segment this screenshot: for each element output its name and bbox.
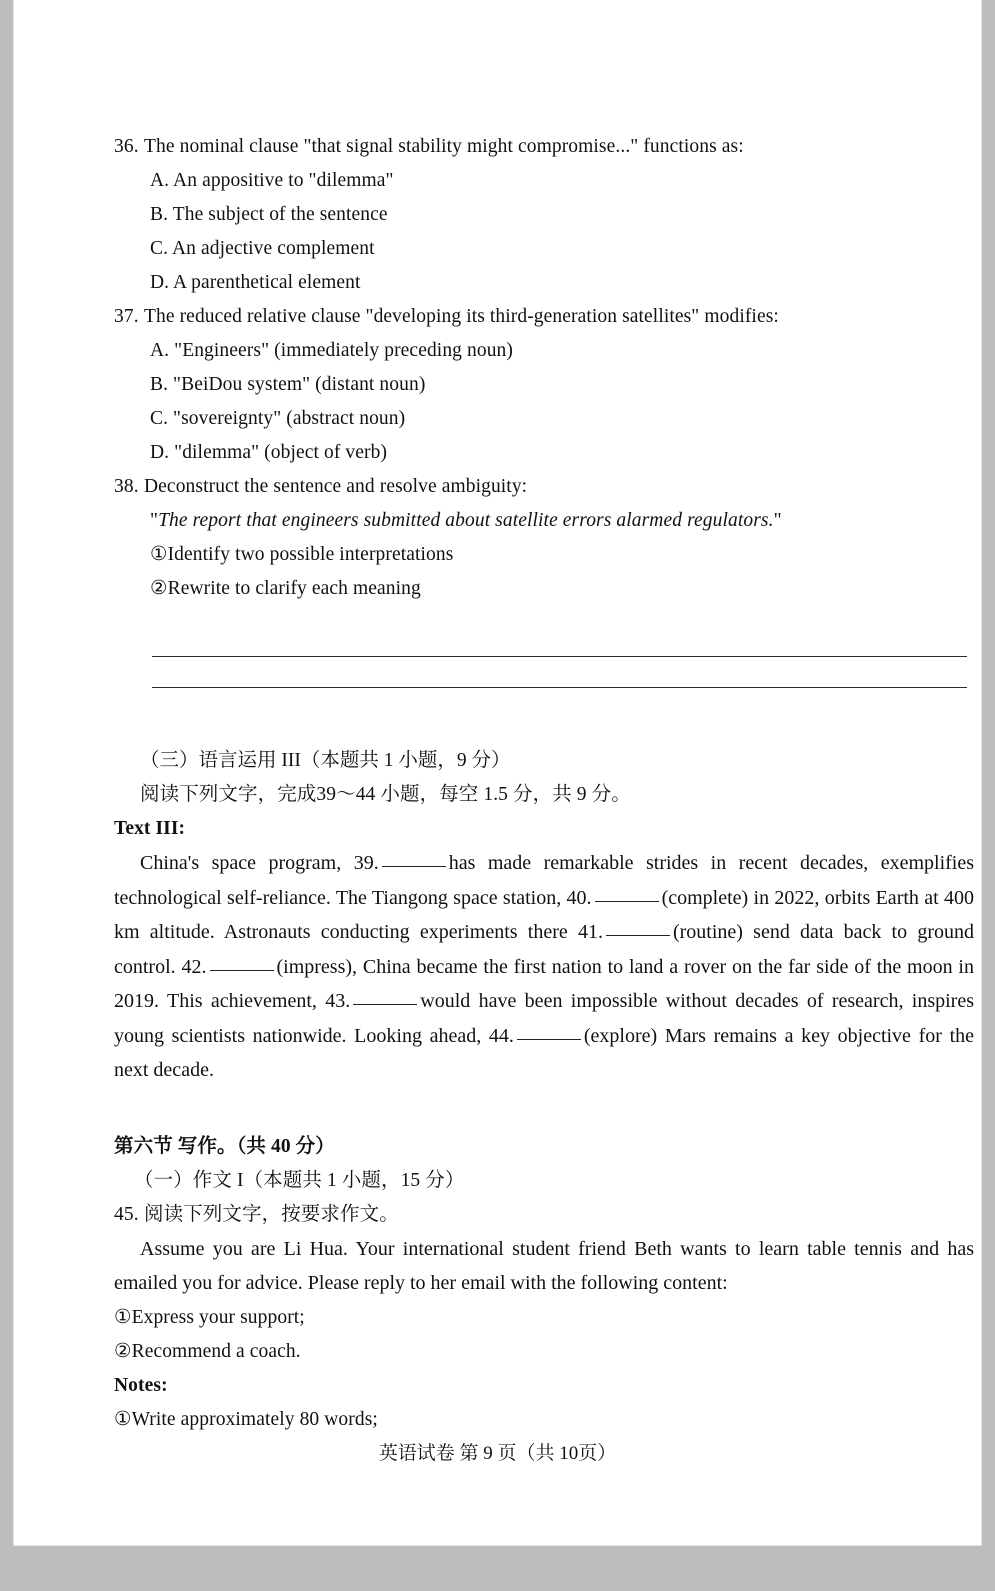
option-d[interactable]: D. "dilemma" (object of verb) [150,442,388,463]
passage-part-7: (explore) Mars remains a key objective for the next decade. [114,1024,974,1081]
answer-lines[interactable] [114,626,974,688]
answer-line[interactable] [152,626,967,657]
passage-part-5: (impress), China became the first nation to land a rover on the far side of the moon in 2019. This achievement, 43. [114,955,974,1012]
quote-close: " [773,510,782,531]
section-3-heading: （三）语言运用 III（本题共 1 小题，9 分） [140,750,511,771]
question-stem: The nominal clause "that signal stability might compromise..." functions as: [144,136,744,157]
option-a[interactable]: A. "Engineers" (immediately preceding noun) [150,340,513,361]
passage-part-2: has made remarkable strides in recent decades, exemplifies technological self-reliance. The Tiangong space station, 40. [114,852,975,909]
writing-prompt [114,1232,974,1301]
question-block [114,300,974,470]
option-d[interactable]: D. A parenthetical element [150,272,361,293]
writing-prompt-text: Assume you are Li Hua. Your international student friend Beth wants to learn table tennis and has emailed you for advice. Please reply to her email with the following content: [114,1237,974,1294]
question-45-row [114,1198,974,1232]
question-block [114,130,974,300]
answer-line[interactable] [152,657,967,688]
blank-40[interactable] [595,901,659,902]
blank-44[interactable] [517,1039,581,1040]
writing-requirement-2: ②Recommend a coach. [114,1340,301,1362]
page-footer: 英语试卷 第 9 页（共 10页） [378,1443,617,1464]
question-stem: The reduced relative clause "developing its third-generation satellites" modifies: [144,306,779,327]
passage-part-1: China's space program, 39. [140,852,379,874]
question-number: 45. [114,1203,139,1225]
question-stem: 阅读下列文字，按要求作文。 [144,1203,399,1225]
writing-requirement-1: ①Express your support; [114,1306,305,1328]
option-b[interactable]: B. The subject of the sentence [150,204,388,225]
blank-39[interactable] [382,866,446,867]
spacer [114,688,974,710]
spacer [114,1088,974,1130]
blank-43[interactable] [353,1004,417,1005]
sub-requirement-2: ②Rewrite to clarify each meaning [150,578,421,599]
question-stem-row [114,130,974,164]
question-block [114,470,974,688]
question-quote [114,504,974,538]
sub-requirement-1: ①Identify two possible interpretations [150,544,454,565]
section-3-instruction: 阅读下列文字，完成39～44 小题，每空 1.5 分，共 9 分。 [140,784,631,805]
notes-label: Notes: [114,1374,168,1396]
section-6-heading: 第六节 写作。（共 40 分） [114,1135,335,1157]
option-b[interactable]: B. "BeiDou system" (distant noun) [150,374,426,395]
question-number: 36. [114,136,139,157]
text-3-label: Text III: [114,818,186,839]
question-number: 38. [114,476,139,497]
passage-part-6: would have been impossible without decades of research, inspires young scientists nationwide. Looking ahead, 44. [114,990,975,1047]
cloze-passage [114,846,974,1088]
section-6-subheading: （一）作文 I（本题共 1 小题，15 分） [134,1169,465,1191]
quote-open: " [150,510,159,531]
quote-sentence: The report that engineers submitted about satellite errors alarmed regulators. [158,510,774,531]
exam-page [14,0,981,1545]
question-stem-row [114,470,974,504]
question-stem: Deconstruct the sentence and resolve ambiguity: [144,476,528,497]
passage-part-3: (complete) in 2022, orbits Earth at 400 km altitude. Astronauts conducting experiments there 41. [114,886,974,943]
blank-41[interactable] [606,935,670,936]
question-number: 37. [114,306,139,327]
blank-42[interactable] [210,970,274,971]
option-a[interactable]: A. An appositive to "dilemma" [150,170,394,191]
note-1: ①Write approximately 80 words; [114,1408,378,1430]
option-c[interactable]: C. "sovereignty" (abstract noun) [150,408,406,429]
passage-part-4: (routine) send data back to ground control. 42. [114,921,974,978]
page-content [114,130,974,1437]
option-c[interactable]: C. An adjective complement [150,238,375,259]
question-stem-row [114,300,974,334]
